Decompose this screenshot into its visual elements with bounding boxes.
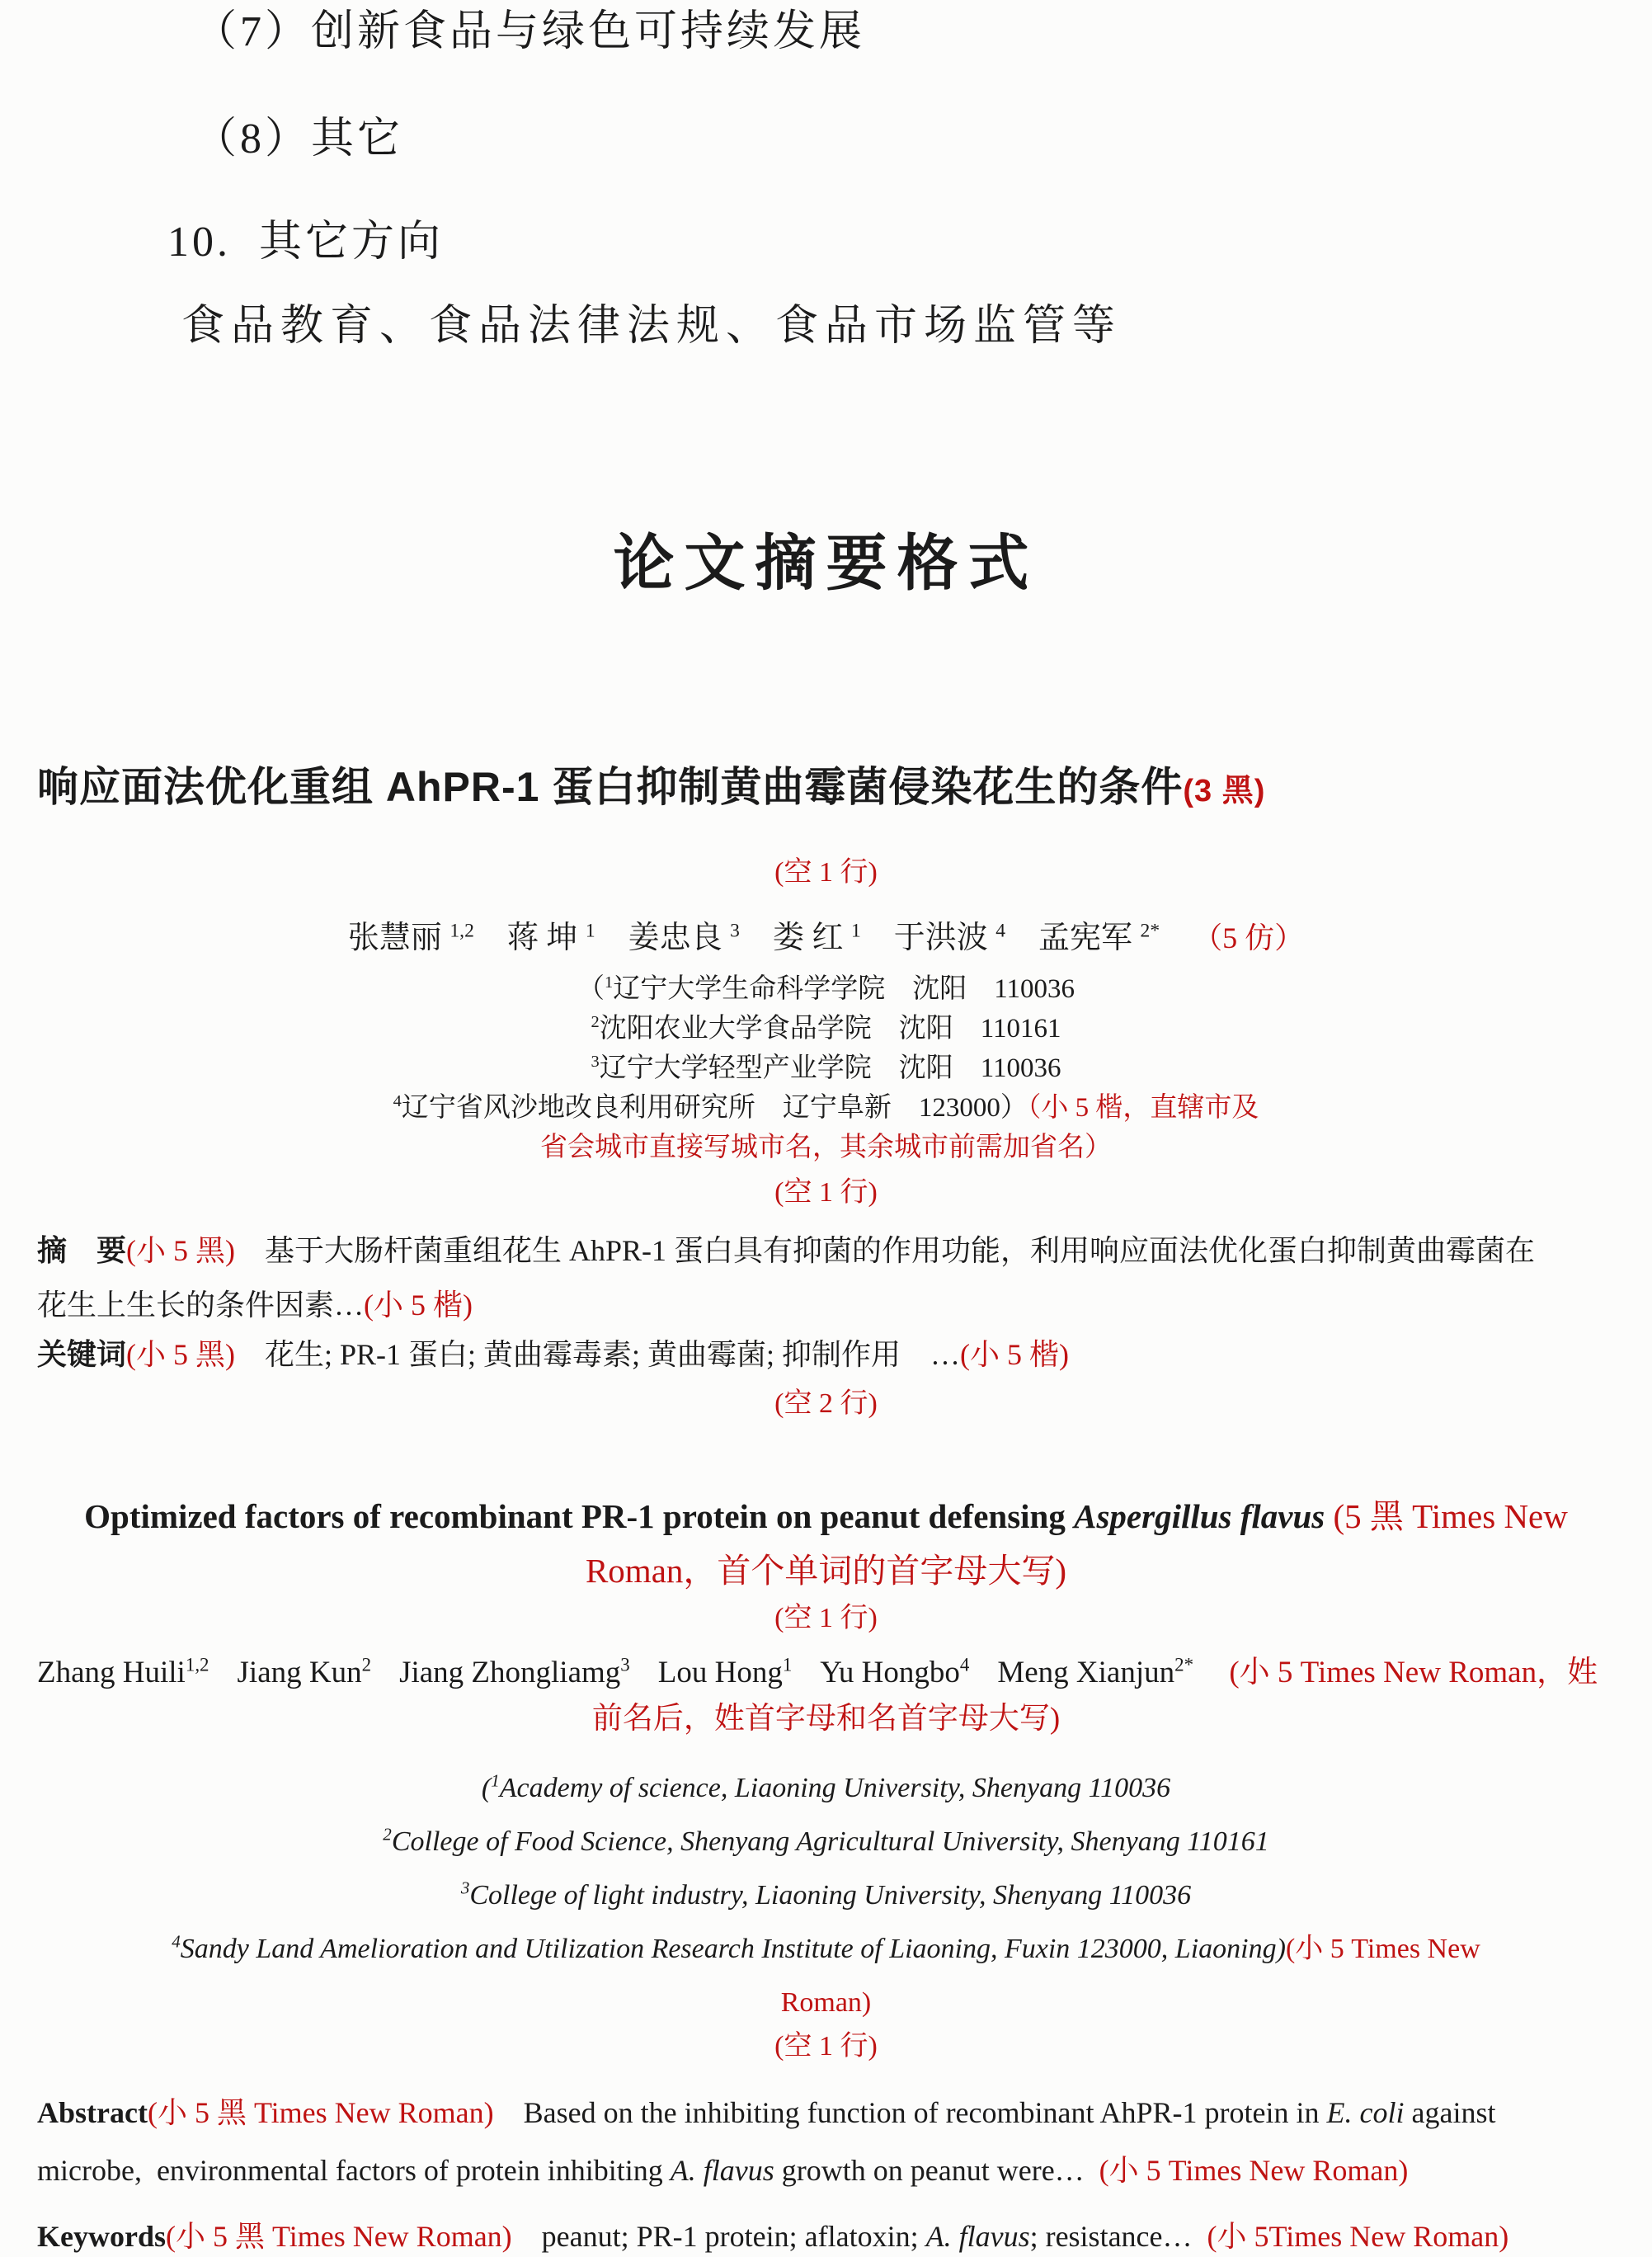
en-keywords-tail-note: (小 5Times New Roman) xyxy=(1207,2220,1509,2253)
cn-author xyxy=(628,921,740,955)
en-keywords xyxy=(37,2217,1615,2255)
affiliation-superscript: 4 xyxy=(393,1092,402,1110)
cn-author xyxy=(348,921,474,955)
en-abstract-label: Abstract xyxy=(37,2096,148,2129)
en-keywords-text-2: ; resistance… xyxy=(1029,2220,1207,2253)
cn-author-name: 孟宪军 xyxy=(1038,921,1133,955)
outline-item-8: （8）其它 xyxy=(194,115,404,163)
cn-affiliation-4: $^4$辽宁省风沙地改良利用研究所 辽宁阜新 123000）（小 5 楷，直辖市及 xyxy=(393,1092,1259,1123)
en-keywords-text-1: peanut; PR-1 protein; aflatoxin; xyxy=(511,2220,926,2253)
en-author xyxy=(997,1656,1193,1689)
author-superscript: 2* xyxy=(1140,920,1160,942)
cn-affiliation-3: $^3$辽宁大学轻型产业学院 沈阳 110036 xyxy=(591,1053,1061,1083)
affiliation-superscript: 3 xyxy=(460,1878,470,1898)
en-abstract-text-1: Based on the inhibiting function of recombinant AhPR-1 protein in xyxy=(493,2096,1327,2129)
author-superscript: 3 xyxy=(730,920,740,942)
en-keywords-label-note: (小 5 黑 Times New Roman) xyxy=(166,2220,512,2253)
en-abstract-species-ecoli: E. coli xyxy=(1326,2096,1405,2129)
cn-author xyxy=(1038,921,1160,955)
blank-row-note-1: (空 1 行) xyxy=(774,857,878,888)
cn-paper-title xyxy=(37,762,1615,816)
cn-paper-title-text: 响应面法优化重组 AhPR-1 蛋白抑制黄曲霉菌侵染花生的条件 xyxy=(37,764,1184,810)
cn-keywords-label-note: (小 5 黑) xyxy=(126,1338,235,1371)
en-affiliation-format-note-cont: Roman) xyxy=(780,1987,872,2018)
author-superscript: 3 xyxy=(620,1654,630,1675)
en-author xyxy=(238,1656,372,1689)
cn-keywords xyxy=(37,1334,1615,1375)
en-author-name: Jiang Kun xyxy=(237,1656,362,1689)
cn-author xyxy=(773,921,861,955)
en-abstract-species-aflavus: A. flavus xyxy=(670,2154,774,2187)
section-title: 论文摘要格式 xyxy=(613,530,1039,598)
affiliation-superscript: 4 xyxy=(172,1931,181,1952)
cn-author-name: 姜忠良 xyxy=(628,921,722,955)
en-affiliation-3: $^3$College of light industry, Liaoning University, Shenyang 110036 xyxy=(460,1878,1192,1911)
en-paper-title-species: Aspergillus flavus xyxy=(1074,1497,1325,1535)
en-affiliation-2: $^2$College of Food Science, Shenyang Agricultural University, Shenyang 110161 xyxy=(383,1824,1269,1857)
blank-row-note-3: (空 2 行) xyxy=(774,1388,878,1419)
en-author xyxy=(399,1656,630,1689)
author-superscript: 1 xyxy=(850,920,861,942)
cn-author-name: 张慧丽 xyxy=(347,921,442,955)
author-superscript: 2* xyxy=(1174,1654,1194,1675)
cn-abstract xyxy=(37,1223,1615,1332)
en-authors-format-note-line2: 前名后，姓首字母和名首字母大写) xyxy=(591,1702,1061,1736)
cn-keywords-text: 花生; PR-1 蛋白; 黄曲霉毒素; 黄曲霉菌; 抑制作用 … xyxy=(235,1338,961,1371)
en-abstract-text-2: against xyxy=(1404,2096,1496,2129)
affiliation-superscript: 1 xyxy=(491,1770,500,1791)
cn-author-name: 娄 红 xyxy=(772,921,844,955)
affiliation-superscript: 3 xyxy=(591,1053,600,1071)
en-keywords-species-aflavus: A. flavus xyxy=(925,2220,1030,2253)
cn-affiliation-2: $^2$沈阳农业大学食品学院 沈阳 110161 xyxy=(591,1013,1061,1044)
cn-keywords-tail-note: (小 5 楷) xyxy=(960,1338,1070,1371)
blank-row-note-4: (空 1 行) xyxy=(774,1603,878,1633)
en-author-name: Lou Hong xyxy=(657,1656,783,1689)
cn-author-name: 于洪波 xyxy=(893,921,988,955)
en-author-name: Meng Xianjun xyxy=(997,1656,1175,1689)
author-superscript: 1,2 xyxy=(185,1654,209,1675)
en-abstract-text-4: growth on peanut were… xyxy=(774,2154,1099,2187)
en-affiliations xyxy=(37,1761,1615,2029)
en-author xyxy=(658,1656,793,1689)
author-superscript: 1,2 xyxy=(449,920,474,942)
author-superscript: 2 xyxy=(361,1654,372,1675)
affiliation-superscript: 1 xyxy=(605,973,614,992)
cn-abstract-tail-note: (小 5 楷) xyxy=(364,1289,473,1322)
en-author xyxy=(37,1656,209,1689)
en-author-line xyxy=(37,1654,1615,1692)
en-abstract-tail-note: (小 5 Times New Roman) xyxy=(1099,2154,1409,2187)
cn-author-name: 蒋 坤 xyxy=(506,921,578,955)
cn-abstract-label-note: (小 5 黑) xyxy=(126,1234,235,1267)
outline-item-10: 10. 其它方向 xyxy=(167,219,445,266)
en-keywords-label: Keywords xyxy=(37,2220,166,2253)
en-abstract-label-note: (小 5 黑 Times New Roman) xyxy=(147,2096,494,2129)
en-author xyxy=(820,1656,969,1689)
en-author-name: Yu Hongbo xyxy=(820,1656,960,1689)
en-abstract xyxy=(37,2084,1615,2199)
cn-abstract-text-line2: 花生上生长的条件因素… xyxy=(37,1289,365,1322)
cn-affiliation-1: （$^1$辽宁大学生命科学学院 沈阳 110036 xyxy=(577,973,1075,1004)
author-superscript: 4 xyxy=(995,920,1006,942)
cn-authors-format-note: （5 仿） xyxy=(1193,921,1305,954)
cn-author-line xyxy=(37,918,1615,958)
en-author-name: Zhang Huili xyxy=(37,1656,186,1689)
en-affiliation-1: ($^1$Academy of science, Liaoning University, Shenyang 110036 xyxy=(481,1770,1171,1803)
blank-row-note-2: (空 1 行) xyxy=(774,1177,878,1208)
cn-author xyxy=(894,921,1005,955)
cn-title-format-note: (3 黑) xyxy=(1183,774,1266,808)
affiliation-superscript: 2 xyxy=(383,1824,392,1845)
en-authors-format-note-line1: (小 5 Times New Roman，姓 xyxy=(1221,1656,1598,1689)
en-affiliation-format-note: (小 5 Times New xyxy=(1285,1934,1480,1964)
cn-affiliation-format-note: （小 5 楷，直辖市及 xyxy=(1027,1093,1259,1123)
outline-item-7: （7）创新食品与绿色可持续发展 xyxy=(194,8,866,55)
en-paper-title-text: Optimized factors of recombinant PR-1 protein on peanut defensing xyxy=(84,1497,1075,1535)
en-title-format-note-line1: (5 黑 Times New xyxy=(1325,1497,1568,1535)
author-superscript: 1 xyxy=(782,1654,793,1675)
en-author-name: Jiang Zhongliamg xyxy=(399,1656,621,1689)
cn-author xyxy=(507,921,595,955)
en-paper-title xyxy=(37,1489,1615,1598)
cn-abstract-text-line1: 基于大肠杆菌重组花生 AhPR-1 蛋白具有抑菌的作用功能，利用响应面法优化蛋白抑制黄曲霉菌在 xyxy=(265,1234,1536,1267)
outline-item-10-detail: 食品教育、食品法律法规、食品市场监管等 xyxy=(181,303,1123,350)
en-abstract-text-3: microbe, environmental factors of protein inhibiting xyxy=(37,2154,671,2187)
blank-row-note-5: (空 1 行) xyxy=(774,2031,878,2061)
cn-affiliations xyxy=(37,969,1615,1167)
en-affiliation-4: $^4$Sandy Land Amelioration and Utilization Research Institute of Liaoning, Fuxin 123000, Liaoning)(小 5 Times New xyxy=(172,1931,1480,1964)
en-title-format-note-line2: Roman，首个单词的首字母大写) xyxy=(585,1552,1067,1590)
author-superscript: 1 xyxy=(585,920,595,942)
cn-abstract-label: 摘 要 xyxy=(37,1233,127,1267)
affiliation-superscript: 2 xyxy=(591,1013,600,1031)
cn-keywords-label: 关键词 xyxy=(37,1337,127,1371)
author-superscript: 4 xyxy=(959,1654,970,1675)
cn-affiliation-format-note-cont: 省会城市直接写城市名，其余城市前需加省名） xyxy=(540,1133,1112,1162)
